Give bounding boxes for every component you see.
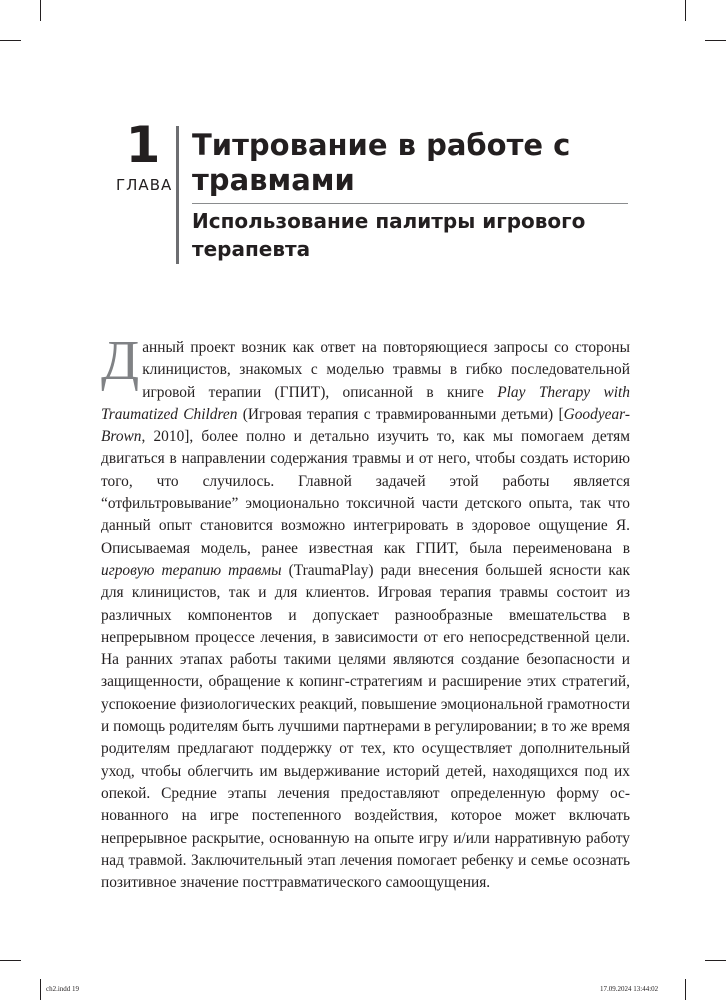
body-segment: (Игровая терапия с травмированными детьми) [: [237, 405, 564, 423]
drop-cap: Д: [101, 330, 140, 392]
body-segment: анный проект возник как ответ на повторяющиеся запросы со стороны клиницистов, знакомых с моделью травмы в гибко последовательной игровой терапии (ГПИТ), описанной в книге: [142, 339, 630, 401]
crop-mark: [40, 979, 41, 1000]
body-segment: , 2010], более полно и детально изучить то, как мы помогаем детям двигаться в направлении содержания травмы и от него, чтобы создать историю того, что случилось. Главной задачей этой работы является “отфильтровывание” эмоционально токсичной части детского опыта, так что данный опыт становится возможно интегрировать в здоровое ощущение Я. Описываемая модель, ранее известная как ГПИТ, была переименована в: [101, 428, 630, 557]
footer-timestamp: 17.09.2024 13:44:02: [600, 985, 659, 993]
horizontal-divider: [192, 203, 628, 204]
footer-file: ch2.indd 19: [46, 985, 80, 993]
vertical-divider: [176, 126, 179, 264]
crop-mark: [705, 960, 726, 961]
body-segment: (TraumaPlay) ради внесения большей ясности как для клиницистов, так и для клиентов. Игровая терапия травмы состоит из различных компонентов и допускает разнообразные вмешательства в непрерывном процессе лечения, в зависимости от его непосредственной цели. На ранних этапах работы такими целями являются создание безопасности и защищенности, обращение к копинг-стратегиям и расширение этих стратегий, успокоение физиологических реакций, повышение эмоциональной грамотности и помощь родителям быть лучшими партнерами в регулировании; в то же время родителям предлагают поддержку от тех, кто осуществляет дополнительный уход, чтобы облегчить им выдерживание историй детей, находящихся под их опекой. Средние этапы лечения предоставляют определенную форму основанного на игре постепенного воздействия, которое может включать непрерывное раскрытие, основанную на опыте игру и/или нарративную работу над травмой. Заключительный этап лечения помогает ребенку и семье осознать позитивное значение посттравматического самоощущения.: [101, 561, 630, 892]
book-title-italic: Play Therapy with Traumatized Children: [101, 383, 630, 423]
body-paragraph: [101, 330, 630, 894]
chapter-subtitle: Использование палитры игрового терапевта: [192, 209, 586, 261]
crop-mark: [0, 40, 21, 41]
chapter-label: ГЛАВА: [116, 176, 173, 194]
crop-mark: [685, 979, 686, 1000]
chapter-number: 1: [125, 116, 161, 174]
citation-author-italic: Goodyear-Brown: [101, 405, 630, 446]
crop-mark: [0, 960, 21, 961]
crop-mark: [685, 0, 686, 21]
term-italic: игровую терапию травмы: [101, 561, 282, 579]
chapter-title: Титрование в работе с травмами: [192, 128, 571, 197]
crop-mark: [40, 0, 41, 21]
chapter-marker: [100, 116, 173, 194]
crop-mark: [705, 40, 726, 41]
